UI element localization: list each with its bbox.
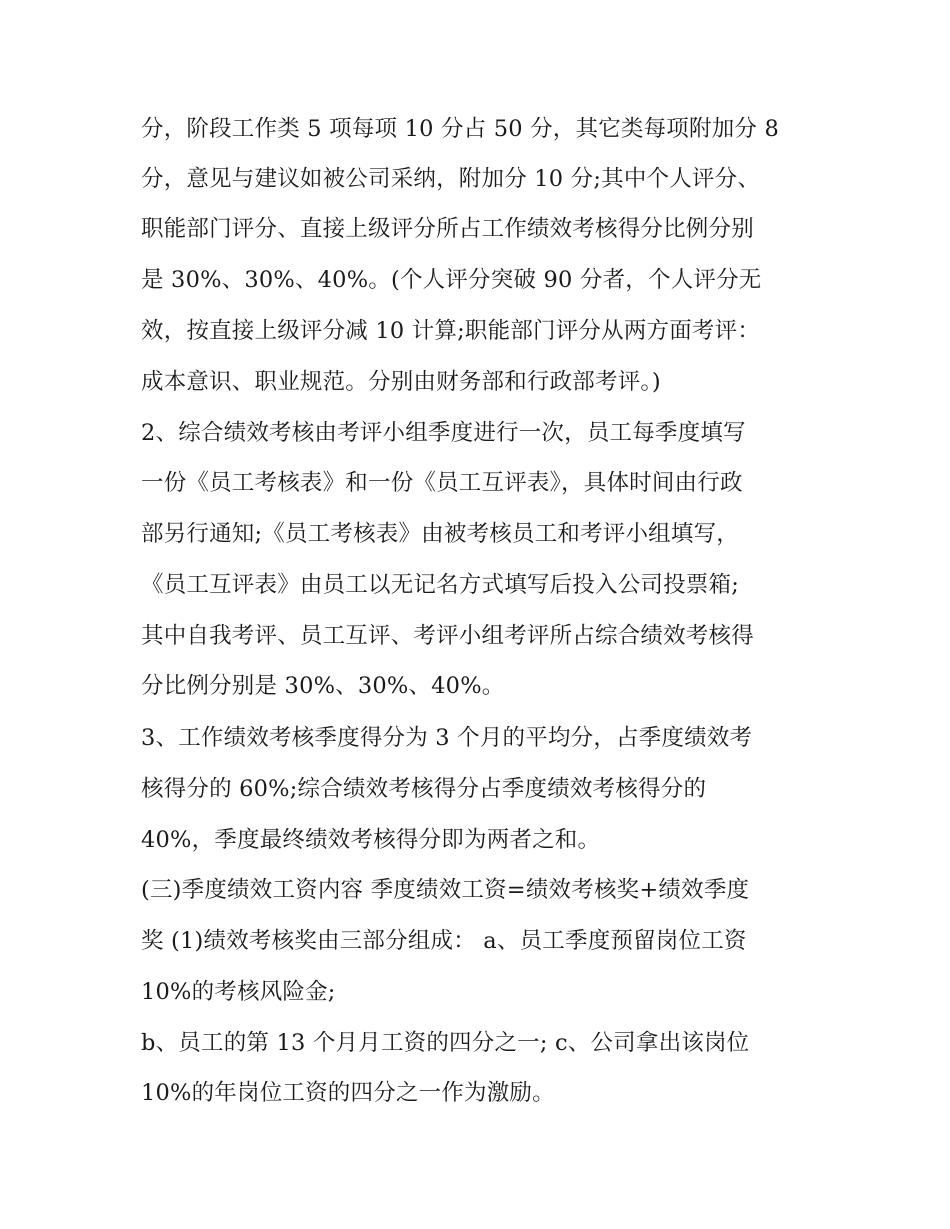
text-line: 其中自我考评、员工互评、考评小组考评所占综合绩效考核得: [141, 623, 754, 649]
text-line: 10%的年岗位工资的四分之一作为激励。: [141, 1080, 555, 1106]
text-line: b、员工的第 13 个月月工资的四分之一; c、公司拿出该岗位: [141, 1030, 750, 1056]
text-line: 3、工作绩效考核季度得分为 3 个月的平均分，占季度绩效考: [141, 725, 753, 751]
text-line: 部另行通知;《员工考核表》由被考核员工和考评小组填写，: [141, 521, 739, 547]
text-line: 是 30%、30%、40%。(个人评分突破 90 分者，个人评分无: [141, 267, 762, 293]
text-line: (三)季度绩效工资内容 季度绩效工资=绩效考核奖+绩效季度: [141, 877, 750, 903]
text-line: 成本意识、职业规范。分别由财务部和行政部考评。): [141, 369, 661, 395]
text-line: 10%的考核风险金;: [141, 979, 336, 1005]
text-line: 40%，季度最终绩效考核得分即为两者之和。: [141, 827, 601, 853]
text-line: 分，意见与建议如被公司采纳，附加分 10 分;其中个人评分、: [141, 166, 761, 192]
text-line: 分比例分别是 30%、30%、40%。: [141, 673, 505, 699]
text-line: 职能部门评分、直接上级评分所占工作绩效考核得分比例分别: [141, 216, 754, 242]
text-line: 一份《员工考核表》和一份《员工互评表》，具体时间由行政: [141, 470, 743, 496]
text-line: 《员工互评表》由员工以无记名方式填写后投入公司投票箱;: [141, 572, 739, 598]
text-line: 效，按直接上级评分减 10 计算;职能部门评分从两方面考评：: [141, 318, 761, 344]
text-line: 奖 (1)绩效考核奖由三部分组成： a、员工季度预留岗位工资: [141, 928, 747, 954]
text-line: 核得分的 60%;综合绩效考核得分占季度绩效考核得分的: [141, 776, 707, 802]
text-line: 分，阶段工作类 5 项每项 10 分占 50 分，其它类每项附加分 8: [141, 116, 779, 142]
text-line: 2、综合绩效考核由考评小组季度进行一次，员工每季度填写: [141, 420, 746, 446]
